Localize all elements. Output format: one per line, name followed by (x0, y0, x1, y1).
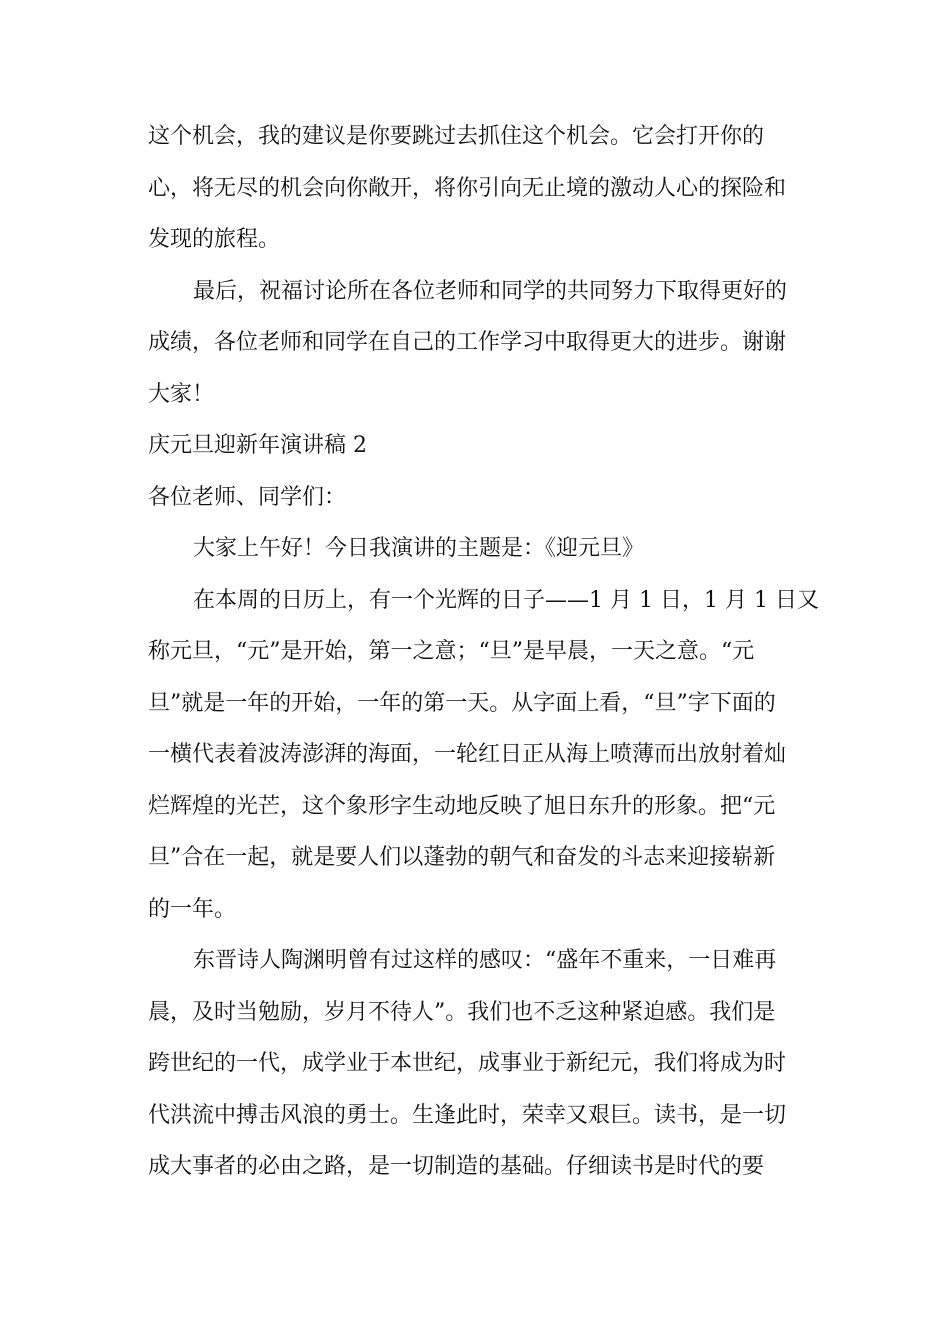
text-line: 最后，祝福讨论所在各位老师和同学的共同努力下取得更好的 (193, 279, 788, 304)
text-line: 晨，及时当勉励，岁月不待人”。我们也不乏这种紧迫感。我们是 (148, 1000, 776, 1025)
text-line: 旦”就是一年的开始，一年的第一天。从字面上看，“旦”字下面的 (148, 691, 776, 716)
salutation: 各位老师、同学们： (148, 485, 347, 510)
text-line: 代洪流中搏击风浪的勇士。生逢此时，荣幸又艰巨。读书，是一切 (148, 1103, 787, 1128)
text-line: 在本周的日历上，有一个光辉的日子——1 月 1 日，1 月 1 日又 (193, 588, 819, 613)
section-heading: 庆元旦迎新年演讲稿 2 (148, 433, 367, 458)
text-line: 称元旦，“元”是开始，第一之意；“旦”是早晨，一天之意。“元 (148, 639, 755, 664)
text-line: 这个机会，我的建议是你要跳过去抓住这个机会。它会打开你的 (148, 124, 765, 149)
text-line: 旦”合在一起，就是要人们以蓬勃的朝气和奋发的斗志来迎接崭新 (148, 845, 776, 870)
text-line: 跨世纪的一代，成学业于本世纪，成事业于新纪元，我们将成为时 (148, 1051, 787, 1076)
text-line: 大家！ (148, 382, 215, 407)
text-line: 的一年。 (148, 897, 237, 922)
text-line: 成绩，各位老师和同学在自己的工作学习中取得更大的进步。谢谢 (148, 330, 787, 355)
text-line: 成大事者的必由之路，是一切制造的基础。仔细读书是时代的要 (148, 1154, 765, 1179)
text-line: 东晋诗人陶渊明曾有过这样的感叹：“盛年不重来，一日难再 (193, 948, 777, 973)
text-line: 心，将无尽的机会向你敞开，将你引向无止境的激动人心的探险和 (148, 176, 787, 201)
text-line: 一横代表着波涛澎湃的海面，一轮红日正从海上喷薄而出放射着灿 (148, 742, 787, 767)
text-line: 发现的旅程。 (148, 227, 281, 252)
text-line: 烂辉煌的光芒，这个象形字生动地反映了旭日东升的形象。把“元 (148, 794, 776, 819)
text-line: 大家上午好！今日我演讲的主题是：《迎元旦》 (193, 536, 645, 561)
